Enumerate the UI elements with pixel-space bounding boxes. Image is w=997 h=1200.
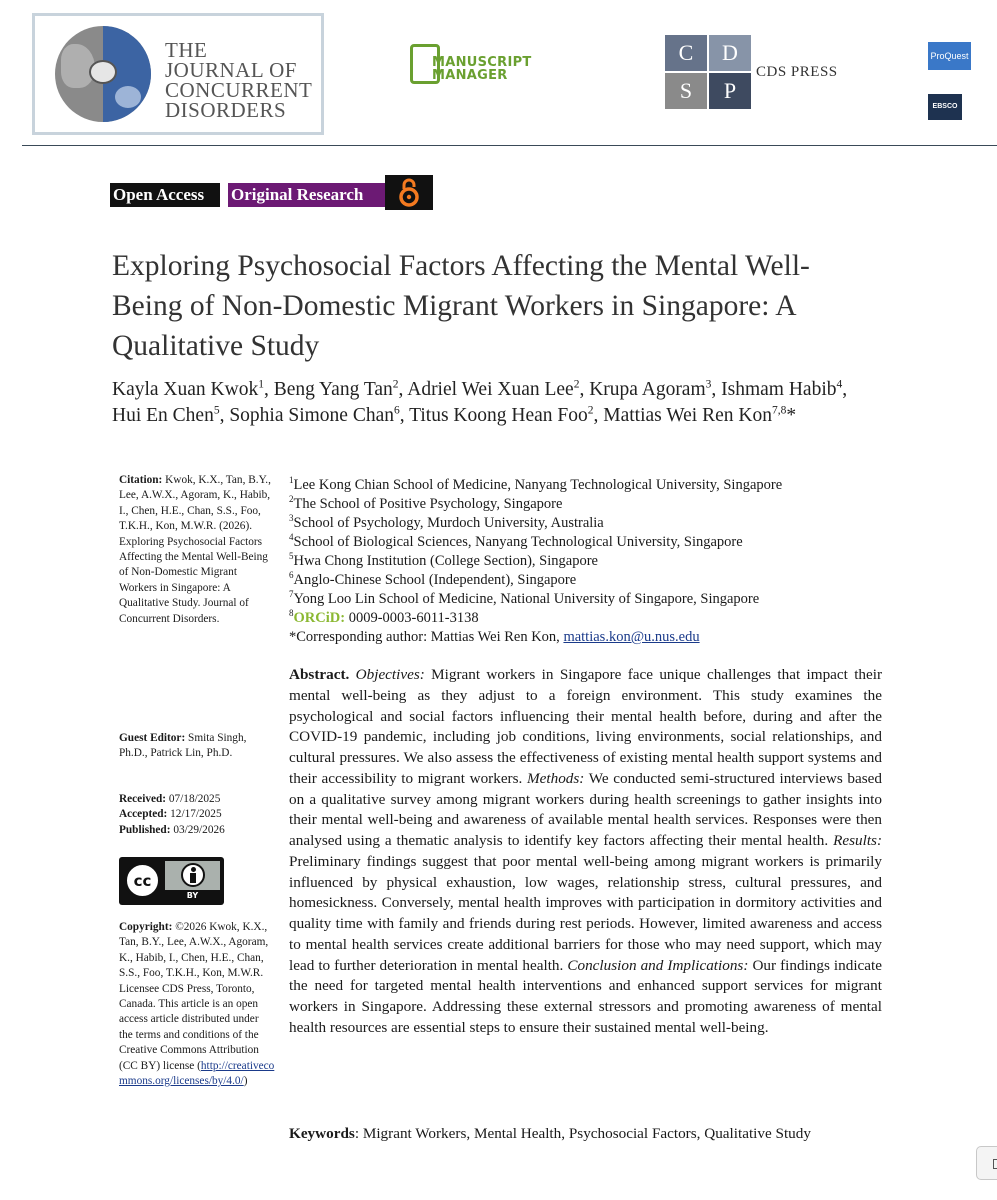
attribution-person-icon bbox=[181, 863, 205, 887]
keywords: Keywords: Migrant Workers, Mental Health, Psychosocial Factors, Qualitative Study bbox=[289, 1125, 811, 1142]
open-access-tag: Open Access bbox=[110, 183, 220, 207]
author-name: Adriel Wei Xuan Lee bbox=[407, 379, 574, 400]
creative-commons-icon: cc bbox=[124, 862, 161, 899]
author-name: Ishmam Habib bbox=[721, 379, 837, 400]
affiliation-item: $^6$Anglo-Chinese School (Independent), Singapore bbox=[289, 570, 577, 588]
journal-name: THE JOURNAL OF CONCURRENT DISORDERS bbox=[165, 38, 313, 122]
cds-press-logo: C D S P bbox=[665, 35, 751, 109]
abstract: Abstract. Objectives: Migrant workers in Singapore face unique challenges that impact their mental well-being as they adjust to a foreign environment. This study examines the psychological and social factors influencing their mental health before, during and after the COVID-19 pandemic, including job conditions, living environments, social relationships, and cultural pressures. We also assess the effectiveness of existing mental health support systems and their accessibility to migrant workers. Methods: We conducted semi-structured interviews based on a qualitative survey among migrant workers during health screenings to gather insights into their mental well-being and awareness of available mental health services. Responses were then analysed using a thematic analysis to identify key factors affecting their mental health. Results: Preliminary findings suggest that poor mental well-being among migrant workers is primarily influenced by physical exhaustion, low wages, relationship stress, cultural pressures, and homesickness. Conversely, mental health improves with participation in dormitory activities and quality time with family and friends during rest periods. However, limited awareness and access to mental health services create additional barriers for those who may need support, which may lead to further deterioration in mental health. Conclusion and Implications: Our findings indicate the need for targeted mental health interventions and enhanced support services for migrant workers in Singapore. Addressing these external stressors and promoting awareness of mental health resources are essential steps to ensure their sustained mental well-being. bbox=[289, 666, 883, 1036]
copyright-block: Copyright: ©2026 Kwok, K.X., Tan, B.Y., Lee, A.W.X., Agoram, K., Habib, I., Chen, H.E., Chan, S.S., Foo, T.K.H., Kon, M.W.R. Licensee CDS Press, Toronto, Canada. This article is an open access article distributed under the terms and conditions of the Creative Commons Attribution (CC BY) license (http://creativecommons.org/licenses/by/4.0/) bbox=[119, 921, 275, 1088]
corresponding-email-link[interactable]: mattias.kon@u.nus.edu bbox=[563, 629, 700, 645]
author-name: Hui En Chen bbox=[112, 405, 214, 426]
cc-by-license-badge[interactable]: cc BY bbox=[119, 857, 224, 905]
orcid-id[interactable]: 0009-0003-6011-3138 bbox=[348, 610, 479, 626]
orcid: $^8$ORCiD: 0009-0003-6011-3138 bbox=[289, 608, 479, 626]
guest-editor: Guest Editor: Smita Singh, Ph.D., Patrick Lin, Ph.D. bbox=[119, 732, 247, 760]
orcid-label: ORCiD: bbox=[293, 610, 346, 626]
affiliation-item: $^4$School of Biological Sciences, Nanyang Technological University, Singapore bbox=[289, 532, 743, 550]
affiliation-item: $^2$The School of Positive Psychology, Singapore bbox=[289, 494, 563, 512]
license-link[interactable]: http://creativecommons.org/licenses/by/4.0/ bbox=[119, 1059, 275, 1088]
ebsco-logo: EBSCO bbox=[928, 94, 962, 120]
article-dates: Received: 07/18/2025 Accepted: 12/17/2025 Published: 03/29/2026 bbox=[119, 793, 225, 836]
journal-logo bbox=[32, 13, 324, 135]
author-name: Beng Yang Tan bbox=[273, 379, 393, 400]
affiliation-item: $^7$Yong Loo Lin School of Medicine, National University of Singapore, Singapore bbox=[289, 589, 760, 607]
expand-widget-icon[interactable] bbox=[976, 1146, 997, 1180]
author-name: Kayla Xuan Kwok bbox=[112, 379, 259, 400]
open-access-lock-icon bbox=[385, 175, 433, 210]
author-name: Titus Koong Hean Foo bbox=[409, 405, 588, 426]
header-divider bbox=[22, 145, 997, 146]
author-name: Krupa Agoram bbox=[589, 379, 706, 400]
author-list: Kayla Xuan Kwok$^1$, Beng Yang Tan$^2$, Adriel Wei Xuan Lee$^2$, Krupa Agoram$^3$, Ishmam Habib$^4$, Hui En Chen$^5$, Sophia Simone Chan$^6$, Titus Koong Hean Foo$^2$, Mattias Wei Ren Kon$^{7,8}$* bbox=[112, 378, 848, 426]
proquest-logo: ProQuest bbox=[928, 42, 971, 70]
cds-press-name: CDS PRESS bbox=[756, 64, 838, 80]
affiliation-item: $^3$School of Psychology, Murdoch University, Australia bbox=[289, 513, 604, 531]
article-title: Exploring Psychosocial Factors Affecting the Mental Well-Being of Non-Domestic Migrant Workers in Singapore: A Qualitative Study bbox=[112, 250, 810, 362]
corresponding-author: *Corresponding author: Mattias Wei Ren Kon, mattias.kon@u.nus.edu bbox=[289, 629, 700, 645]
author-name: Sophia Simone Chan bbox=[229, 405, 394, 426]
citation-block: Citation: Kwok, K.X., Tan, B.Y., Lee, A.W.X., Agoram, K., Habib, I., Chen, H.E., Chan, S.S., Foo, T.K.H., Kon, M.W.R. (2026). Exploring Psychosocial Factors Affecting the Mental Well-Being of Non-Domestic Migrant Workers in Singapore: A Qualitative Study. Journal of Concurrent Disorders. bbox=[119, 474, 271, 625]
original-research-tag: Original Research bbox=[228, 183, 385, 207]
affiliation-item: $^5$Hwa Chong Institution (College Section), Singapore bbox=[289, 551, 598, 569]
globe-icon bbox=[55, 26, 151, 122]
author-name: Mattias Wei Ren Kon bbox=[603, 405, 772, 426]
affiliation-item: $^1$Lee Kong Chian School of Medicine, Nanyang Technological University, Singapore bbox=[289, 475, 783, 493]
affiliations bbox=[289, 476, 879, 647]
manuscript-manager-logo: MANUSCRIPT MANAGER bbox=[410, 44, 538, 88]
